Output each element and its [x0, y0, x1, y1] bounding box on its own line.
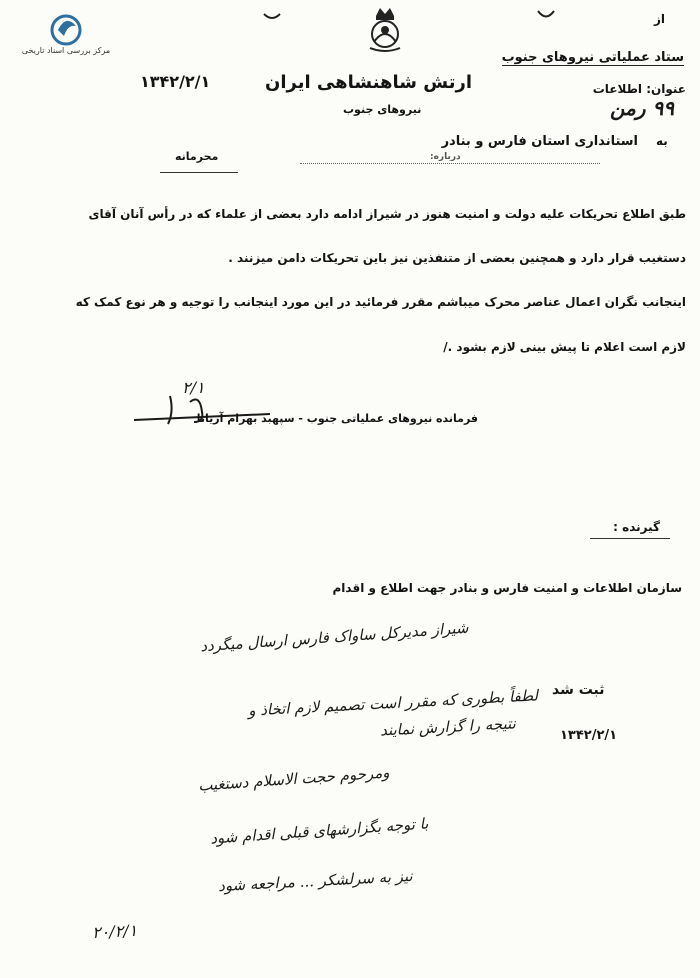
archive-center-logo-icon [6, 6, 126, 70]
recipients-label: گیرنده : [613, 520, 660, 534]
body-line-2: دستغیب قرار دارد و همچنین بعضی از متنفذین نیز باین تحریکات دامن میزنند . [228, 251, 686, 265]
watermark-label: مرکز بررسی اسناد تاریخی [21, 46, 111, 55]
from-unit: ستاد عملیاتی نیروهای جنوب [501, 50, 684, 65]
handwritten-note-1: شیراز مدیرکل ساواک فارس ارسال میگردد [199, 618, 469, 656]
registration-label: ثبت شد [552, 682, 605, 698]
letter-date: ۱۳۴۲/۲/۱ [140, 72, 211, 91]
letter-number: ۹۹ رمن [609, 96, 674, 120]
signature-handwritten-mark: ۲/۱ [182, 378, 205, 397]
handwritten-note-4: ومرحوم حجت الاسلام دستغیب [197, 763, 391, 795]
classification: محرمانه [175, 150, 219, 163]
body-line-1: طبق اطلاع تحریکات علیه دولت و امنیت هنوز در شیراز ادامه دارد بعضی از علماء که در رأس آنان آقای [88, 207, 686, 221]
body-line-3: اینجانب نگران اعمال عناصر محرک میباشم مقرر فرمائید در این مورد اینجانب را توجیه و هر نوع کمک که [75, 295, 686, 309]
handwritten-note-2: لطفاً بطوری که مقرر است تصمیم لازم اتخاذ و [247, 686, 539, 720]
addressee: استانداری استان فارس و بنادر [441, 134, 638, 149]
handwritten-note-7: ۲۰/۲/۱ [91, 920, 138, 943]
to-prefix: به [656, 134, 668, 148]
body-line-4: لازم است اعلام تا پیش بینی لازم بشود ./ [443, 340, 686, 354]
handwritten-note-5: با توجه بگزارشهای قبلی اقدام شود [209, 814, 429, 848]
recipients-underline [590, 538, 670, 539]
org-title: ارتش شاهنشاهی ایران [265, 72, 472, 93]
org-subtitle: نیروهای جنوب [343, 103, 422, 116]
recipients-line: سازمان اطلاعات و امنیت فارس و بنادر جهت اطلاع و اقدام [332, 581, 682, 595]
crown-lion-emblem-icon [362, 4, 408, 54]
ink-mark-icon [536, 8, 556, 24]
office-label: عنوان: اطلاعات [592, 82, 686, 96]
handwritten-note-6: نیز به سرلشکر ... مراجعه شود [217, 866, 414, 896]
about-label: درباره: [430, 152, 461, 162]
registration-date: ۱۳۴۲/۲/۱ [560, 728, 618, 743]
about-line [300, 163, 600, 164]
top-right-marker: از [654, 12, 666, 26]
handwritten-note-3: نتیجه را گزارش نمایند [379, 714, 517, 740]
classification-underline [160, 172, 238, 173]
ink-mark-icon [262, 10, 282, 24]
signature-line: فرمانده نیروهای عملیاتی جنوب - سپهبد بهرام آریانا [196, 412, 478, 425]
